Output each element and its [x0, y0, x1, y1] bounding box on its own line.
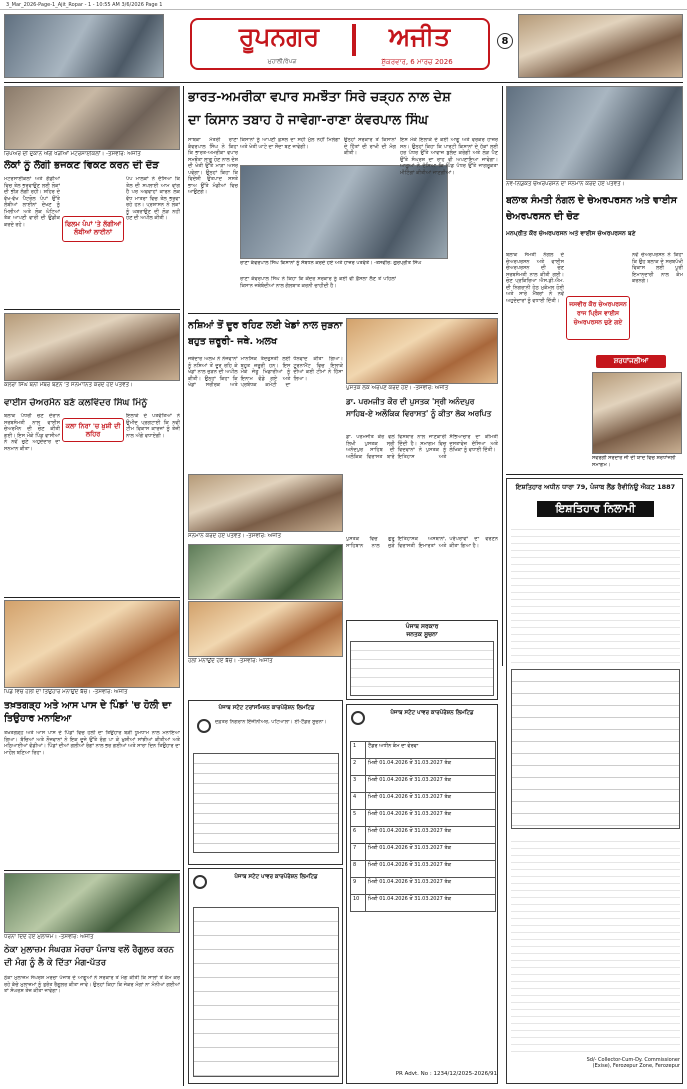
auction-notice: [506, 478, 683, 1084]
pspcl-tender-table: [350, 741, 496, 912]
left-story2-headline: ਵਾਈਸ ਚੇਅਰਮੈਨ ਬਣੇ ਕਲਵਿੰਦਰ ਸਿੰਘ ਮਿੰਨੂੰ: [4, 398, 148, 408]
pspcl-notice-2-table: [193, 907, 339, 1077]
center-story1-body: ਜਥੇਦਾਰ ਅਲਖ ਨੇ ਨੌਜਵਾਨਾਂ ਨੂੰ ਨਸ਼ਿਆਂ ਤੋਂ ਦੂਰ ਰਹਿ ਕੇ ਖੇਡਾਂ ਨਾਲ ਜੁੜਨ ਦੀ ਅਪੀਲ ਕੀਤੀ। ਉਨ੍ਹਾਂ ਕਿਹਾ ਕਿ ਖੇਡਾਂ ਸਰੀਰਕ ਅਤੇ ਮਾਨਸਿਕ ਤੰਦਰੁਸਤੀ ਲਈ ਬਹੁਤ ਜ਼ਰੂਰੀ ਹਨ। ਇਸ ਮੌਕੇ ਜੇਤੂ ਖਿਡਾਰੀਆਂ ਨੂੰ ਇਨਾਮ ਵੰਡੇ ਗਏ ਅਤੇ ਪ੍ਰਬੰਧਕ ਕਮੇਟੀ ਦਾ ਧੰਨਵਾਦ ਕੀਤਾ ਗਿਆ। ਟੂਰਨਾਮੈਂਟ ਵਿਚ ਇਲਾਕੇ ਦੀਆਂ ਕਈ ਟੀਮਾਂ ਨੇ ਹਿੱਸਾ ਲਿਆ।: [188, 356, 343, 388]
pstcl-address: ਦਫ਼ਤਰ ਨਿਗਰਾਨ ਇੰਜੀਨੀਅਰ, ਪਟਿਆਲਾ। ਈ-ਟੈਂਡਰ ਸੂਚਨਾ।: [215, 719, 327, 725]
pspcl-tender: [346, 704, 498, 1084]
center-story3-caption: ਹੋਲੀ ਮਨਾਉਂਦੇ ਹੋਏ ਬੱਚੇ। -ਤਸਵੀਰ: ਅਜੀਤ: [188, 658, 273, 664]
center-story1-headline: ਨਸ਼ਿਆਂ ਤੋਂ ਦੂਰ ਰਹਿਣ ਲਈ ਖੇਡਾਂ ਨਾਲ ਜੁੜਨਾ ਬਹੁਤ ਜ਼ਰੂਰੀ- ਜਥੇ. ਅਲਖ: [188, 320, 343, 347]
masthead-photo-left: [4, 14, 164, 78]
center-story1-photo: [188, 474, 343, 532]
table-row: 10 ਮਿਤੀ 01.04.2026 ਤੋਂ 31.03.2027 ਤੱਕ: [351, 895, 496, 912]
center-story2-body: ਡਾ. ਪਰਮਜੀਤ ਕੌਰ ਵਲੋਂ ਲਿਖੀ ਪੁਸਤਕ ਸ੍ਰੀ ਅਨੰਦਪੁਰ ਸਾਹਿਬ ਦੀ ਅਲੌਕਿਕ ਵਿਰਾਸਤ ਬਾਰੇ ਵਿਸਥਾਰ ਨਾਲ ਜਾਣਕਾਰੀ ਦਿੰਦੀ ਹੈ। ਸਮਾਗਮ ਵਿਚ ਵਿਦਵਾਨਾਂ ਨੇ ਪੁਸਤਕ ਨੂੰ ਇਤਿਹਾਸ ਅਤੇ ਸੱਭਿਆਚਾਰ ਦਾ ਕੀਮਤੀ ਦਸਤਾਵੇਜ਼ ਦੱਸਿਆ ਅਤੇ ਲੇਖਿਕਾ ਨੂੰ ਵਧਾਈ ਦਿੱਤੀ।: [346, 434, 498, 460]
pr-advt-number: PR Advt. No : 1234/12/2025-2026/91: [395, 1071, 497, 1077]
center-story3-photo-1: [188, 544, 343, 600]
left-rule-3: [4, 870, 180, 871]
auction-body-1: [511, 523, 680, 663]
left-story2-pullquote: ਕਲਾ ਨਿਰਾ 'ਚ ਖ਼ੁਸ਼ੀ ਦੀ ਲਹਿਰ: [62, 418, 124, 442]
masthead-title-left: ਰੂਪਨਗਰ: [238, 22, 320, 51]
right-story1-body-2: ਨਵੇਂ ਚੇਅਰਪਰਸਨ ਨੇ ਕਿਹਾ ਕਿ ਉਹ ਬਲਾਕ ਦੇ ਸਰਬਪੱਖੀ ਵਿਕਾਸ ਲਈ ਪੂਰੀ ਇਮਾਨਦਾਰੀ ਨਾਲ ਕੰਮ ਕਰਨਗੇ।: [632, 252, 683, 284]
left-story4-body: ਠੇਕਾ ਮੁਲਾਜ਼ਮ ਸੰਘਰਸ਼ ਮੋਰਚਾ ਪੰਜਾਬ ਦੇ ਆਗੂਆਂ ਨੇ ਸਰਕਾਰ ਤੋਂ ਮੰਗ ਕੀਤੀ ਕਿ ਸਾਲਾਂ ਤੋਂ ਕੰਮ ਕਰ ਰਹੇ ਕੱਚੇ ਮੁਲਾਜ਼ਮਾਂ ਨੂੰ ਤੁਰੰਤ ਰੈਗੂਲਰ ਕੀਤਾ ਜਾਵੇ। ਉਨ੍ਹਾਂ ਕਿਹਾ ਕਿ ਜੇਕਰ ਮੰਗਾਂ ਨਾ ਮੰਨੀਆਂ ਗਈਆਂ ਤਾਂ ਸੰਘਰਸ਼ ਤੇਜ਼ ਕੀਤਾ ਜਾਵੇਗਾ।: [4, 975, 180, 994]
left-story1-headline: ਲੋਕਾਂ ਨੂੰ ਲੱਗੀ ਭਜਕਣ ਵਿਕਣ ਕਰਨ ਦੀ ਦੌੜ: [4, 160, 159, 171]
main-story-rule: [188, 313, 498, 314]
pstcl-notice: [188, 700, 343, 865]
masthead-rule: [4, 82, 683, 83]
left-story1-body: ਮੋਟਰਸਾਈਕਲਾਂ ਅਤੇ ਗੱਡੀਆਂ ਵਿਚ ਤੇਲ ਭਰਵਾਉਣ ਲਈ ਲੋਕਾਂ ਦੀ ਭੀੜ ਲੱਗੀ ਰਹੀ। ਸ਼ਹਿਰ ਦੇ ਵੱਖ-ਵੱਖ ਪੈਟਰੋਲ ਪੰਪਾਂ ਉੱਤੇ ਲੰਬੀਆਂ ਲਾਈਨਾਂ ਦੇਖਣ ਨੂੰ ਮਿਲੀਆਂ ਅਤੇ ਲੋਕ ਘੰਟਿਆਂ ਤੱਕ ਆਪਣੀ ਵਾਰੀ ਦੀ ਉਡੀਕ ਕਰਦੇ ਰਹੇ।: [4, 176, 60, 228]
printer-strip: 3_Mar_2026-Page-1_Ajit_Ropar - 1 - 10:55 AM 3/6/2026 Page 1: [0, 0, 687, 10]
main-story-col4: ਇਸ ਮੌਕੇ ਇਲਾਕੇ ਦੇ ਕਈ ਆਗੂ ਅਤੇ ਵਰਕਰ ਹਾਜ਼ਰ ਸਨ। ਉਨ੍ਹਾਂ ਕਿਹਾ ਕਿ ਪਾਰਟੀ ਕਿਸਾਨਾਂ ਦੇ ਹੱਕਾਂ ਲਈ ਹਰ ਪੱਧਰ ਉੱਤੇ ਆਵਾਜ਼ ਬੁਲੰਦ ਕਰੇਗੀ ਅਤੇ ਲੋੜ ਪੈਣ ਉੱਤੇ ਸੰਘਰਸ਼ ਦਾ ਰਾਹ ਵੀ ਅਪਣਾਇਆ ਜਾਵੇਗਾ। ਆਗੂਆਂ ਨੇ ਦੱਸਿਆ ਕਿ ਪਿੰਡ ਪੱਧਰ ਉੱਤੇ ਜਾਗਰੂਕਤਾ ਮੀਟਿੰਗਾਂ ਕੀਤੀਆਂ ਜਾਣਗੀਆਂ।: [400, 137, 498, 176]
pspcl-logo-icon: [351, 711, 365, 725]
table-row: 2 ਮਿਤੀ 01.04.2026 ਤੋਂ 31.03.2027 ਤੱਕ: [351, 759, 496, 776]
left-story2-body-2: ਇਲਾਕੇ ਦੇ ਪਤਵੰਤਿਆਂ ਨੇ ਉਮੀਦ ਪ੍ਰਗਟਾਈ ਕਿ ਨਵੀਂ ਟੀਮ ਵਿਕਾਸ ਕਾਰਜਾਂ ਨੂੰ ਤੇਜ਼ੀ ਨਾਲ ਅੱਗੇ ਵਧਾਏਗੀ।: [126, 413, 180, 439]
right-story1-caption: ਨਵ-ਨਿਯੁਕਤ ਚੇਅਰਪਰਸਨ ਦਾ ਸਨਮਾਨ ਕਰਦੇ ਹੋਏ ਪਤਵੰਤੇ।: [506, 181, 625, 187]
left-story4-headline: ਠੇਕਾ ਮੁਲਾਜ਼ਮ ਸੰਘਰਸ਼ ਮੋਰਚਾ ਪੰਜਾਬ ਵਲੋਂ ਰੈਗੂਲਰ ਕਰਨ ਦੀ ਮੰਗ ਨੂੰ ਲੈ ਕੇ ਦਿੱਤਾ ਮੰਗ-ਪੱਤਰ: [4, 945, 174, 968]
left-story3-caption: ਪਿੰਡ ਵਿਚ ਹੋਲੀ ਦਾ ਤਿਉਹਾਰ ਮਨਾਉਂਦੇ ਬੱਚੇ। -ਤਸਵੀਰ: ਅਜੀਤ: [4, 689, 128, 695]
main-headline-2: ਦਾ ਕਿਸਾਨ ਤਬਾਹ ਹੋ ਜਾਵੇਗਾ-ਰਾਣਾ ਕੰਵਰਪਾਲ ਸਿੰਘ: [188, 113, 429, 128]
main-story-col2: ਕਿਸਾਨਾਂ ਨੂੰ ਆਪਣੀ ਫ਼ਸਲ ਦਾ ਸਹੀ ਮੁੱਲ ਨਹੀਂ ਮਿਲੇਗਾ ਅਤੇ ਖੇਤੀ ਘਾਟੇ ਦਾ ਸੌਦਾ ਬਣ ਜਾਵੇਗੀ।: [240, 137, 340, 150]
masthead: [190, 18, 490, 70]
masthead-date: ਸ਼ੁੱਕਰਵਾਰ, 6 ਮਾਰਚ 2026: [381, 58, 453, 66]
left-story4-photo: [4, 873, 180, 933]
left-story3-photo: [4, 600, 180, 688]
right-story1-subhead: ਮਨਪ੍ਰੀਤ ਕੌਰ ਚੇਅਰਪਰਸਨ ਅਤੇ ਵਾਈਸ ਚੇਅਰਪਰਸਨ ਬਣੇ: [506, 230, 636, 237]
left-rule-2: [4, 597, 180, 598]
public-notice-org: ਪੰਜਾਬ ਸਰਕਾਰ: [405, 623, 439, 630]
masthead-tagline: ਮੁਹਾਲੀ/ਰੋਪੜ: [267, 58, 297, 65]
column-rule-right: [502, 86, 503, 666]
right-story1-pullquote: [566, 296, 630, 340]
center-story2-headline: ਡਾ. ਪਰਮਜੀਤ ਕੌਰ ਦੀ ਪੁਸਤਕ 'ਸ੍ਰੀ ਅਨੰਦਪੁਰ ਸਾਹਿਬ-ਏ ਅਲੌਕਿਕ ਵਿਰਾਸਤ' ਨੂੰ ਕੀਤਾ ਲੋਕ ਅਰਪਿਤ: [346, 397, 492, 418]
center-story2-body-2: ਪੁਸਤਕ ਵਿਚ ਗੁਰੂ ਸਾਹਿਬਾਨ ਨਾਲ ਜੁੜੇ ਇਤਿਹਾਸਕ ਅਸਥਾਨਾਂ, ਵਿਰਾਸਤੀ ਇਮਾਰਤਾਂ ਅਤੇ ਪਰੰਪਰਾਵਾਂ ਦਾ ਵਰਣਨ ਕੀਤਾ ਗਿਆ ਹੈ।: [346, 536, 498, 549]
left-story2-body: ਬਲਾਕ ਪੱਧਰੀ ਚੋਣ ਦੌਰਾਨ ਸਰਬਸੰਮਤੀ ਨਾਲ ਵਾਈਸ ਚੇਅਰਮੈਨ ਦੀ ਚੋਣ ਕੀਤੀ ਗਈ। ਇਸ ਮੌਕੇ ਪਿੰਡ ਵਾਸੀਆਂ ਨੇ ਨਵੇਂ ਚੁਣੇ ਅਹੁਦੇਦਾਰ ਦਾ ਸਨਮਾਨ ਕੀਤਾ।: [4, 413, 60, 452]
pstcl-name: ਪੰਜਾਬ ਸਟੇਟ ਟਰਾਂਸਮਿਸ਼ਨ ਕਾਰਪੋਰੇਸ਼ਨ ਲਿਮਟਿਡ: [218, 705, 315, 711]
right-story1-pullquote-line-1: ਜਸਵੀਰ ਕੌਰ ਚੇਅਰਪਰਸਨ: [569, 301, 627, 308]
masthead-title-right: ਅਜੀਤ: [388, 22, 451, 51]
right-story1-photo: [506, 86, 683, 180]
masthead-divider: [352, 24, 356, 56]
right-story1-headline: ਬਲਾਕ ਸੰਮਤੀ ਨੰਗਲ ਦੇ ਚੇਅਰਪਰਸਨ ਅਤੇ ਵਾਈਸ ਚੇਅਰਪਰਸਨ ਦੀ ਚੋਣ: [506, 195, 677, 222]
table-row: 6 ਮਿਤੀ 01.04.2026 ਤੋਂ 31.03.2027 ਤੱਕ: [351, 827, 496, 844]
masthead-photo-right: [518, 14, 683, 78]
auction-body-2: [511, 835, 680, 1055]
left-story2-caption: ਕਲੋਰਾ ਸਿੰਘ ਬਨੀ ਮੈਂਬਰ ਬਣਨ 'ਤੇ ਸਨਮਾਨਿਤ ਕਰਦੇ ਹੋਏ ਪਤਵੰਤੇ।: [4, 382, 133, 388]
right-story1-pullquote-line-2: ਰਾਜ ਪ੍ਰਿੰਸ ਵਾਈਸ ਚੇਅਰਪਰਸਨ ਚੁਣੇ ਗਏ: [573, 310, 623, 326]
center-story2-photo: [346, 318, 498, 384]
table-row: 7 ਮਿਤੀ 01.04.2026 ਤੋਂ 31.03.2027 ਤੱਕ: [351, 844, 496, 861]
table-row: 4 ਮਿਤੀ 01.04.2026 ਤੋਂ 31.03.2027 ਤੱਕ: [351, 793, 496, 810]
public-notice-table: [350, 641, 494, 696]
main-story-caption: ਰਾਣਾ ਕੰਵਰਪਾਲ ਸਿੰਘ ਕਿਸਾਨਾਂ ਨੂੰ ਸੰਬੋਧਨ ਕਰਦੇ ਹੋਏ ਅਤੇ ਹਾਜ਼ਰ ਪਤਵੰਤੇ। -ਤਸਵੀਰ: ਗੁਰਪ੍ਰੀਤ ਸਿੰਘ: [240, 260, 422, 266]
shradhanjali-caption: ਸਵਰਗੀ ਸਰਦਾਰ ਜੀ ਦੀ ਯਾਦ ਵਿਚ ਸ਼ਰਧਾਂਜਲੀ ਸਮਾਗਮ।: [592, 455, 676, 468]
table-row: 8 ਮਿਤੀ 01.04.2026 ਤੋਂ 31.03.2027 ਤੱਕ: [351, 861, 496, 878]
main-story-col1: ਸਾਬਕਾ ਮੰਤਰੀ ਰਾਣਾ ਕੰਵਰਪਾਲ ਸਿੰਘ ਨੇ ਕਿਹਾ ਕਿ ਭਾਰਤ-ਅਮਰੀਕਾ ਵਪਾਰ ਸਮਝੌਤਾ ਲਾਗੂ ਹੋਣ ਨਾਲ ਦੇਸ਼ ਦੀ ਖੇਤੀ ਉੱਤੇ ਮਾੜਾ ਅਸਰ ਪਵੇਗਾ। ਉਨ੍ਹਾਂ ਕਿਹਾ ਕਿ ਵਿਦੇਸ਼ੀ ਉਤਪਾਦ ਸਸਤੇ ਭਾਅ ਉੱਤੇ ਮੰਡੀਆਂ ਵਿਚ ਆਉਣਗੇ।: [188, 137, 238, 195]
right-story1-body: ਬਲਾਕ ਸੰਮਤੀ ਨੰਗਲ ਦੇ ਚੇਅਰਪਰਸਨ ਅਤੇ ਵਾਈਸ ਚੇਅਰਪਰਸਨ ਦੀ ਚੋਣ ਸਰਬਸੰਮਤੀ ਨਾਲ ਕੀਤੀ ਗਈ। ਚੋਣ ਪ੍ਰਕਿਰਿਆ ਐਸ.ਡੀ.ਐਮ. ਦੀ ਨਿਗਰਾਨੀ ਹੇਠ ਮੁਕੰਮਲ ਹੋਈ ਅਤੇ ਸਾਰੇ ਮੈਂਬਰਾਂ ਨੇ ਨਵੇਂ ਅਹੁਦੇਦਾਰਾਂ ਨੂੰ ਵਧਾਈ ਦਿੱਤੀ।: [506, 252, 564, 304]
left-story2-photo: [4, 313, 180, 381]
page-number: 8: [497, 33, 513, 49]
pspcl-notice-2: [188, 868, 343, 1084]
left-story1-pullquote: ਫਿਲਮ ਪੰਪਾਂ 'ਤੇ ਲੱਗੀਆਂ ਲੰਬੀਆਂ ਲਾਈਨਾਂ: [62, 216, 124, 242]
left-story1-caption: ਰਿਪੇਅਰ ਦੀ ਦੁਕਾਨ ਅੱਗੇ ਖੜੀਆਂ ਮੋਟਰਸਾਈਕਲਾਂ। -ਤਸਵੀਰ: ਅਜੀਤ: [4, 151, 141, 157]
pspcl-notice-2-name: ਪੰਜਾਬ ਸਟੇਟ ਪਾਵਰ ਕਾਰਪੋਰੇਸ਼ਨ ਲਿਮਟਿਡ: [234, 874, 318, 880]
auction-header: ਇਸ਼ਤਿਹਾਰ ਅਧੀਨ ਧਾਰਾ 79, ਪੰਜਾਬ ਲੈਂਡ ਰੈਵੀਨਿਊ ਐਕਟ 1887: [515, 483, 676, 491]
shradhanjali-photo: [592, 372, 682, 454]
main-story-col5: ਰਾਣਾ ਕੰਵਰਪਾਲ ਸਿੰਘ ਨੇ ਕਿਹਾ ਕਿ ਕੇਂਦਰ ਸਰਕਾਰ ਨੂੰ ਕੋਈ ਵੀ ਫ਼ੈਸਲਾ ਲੈਣ ਤੋਂ ਪਹਿਲਾਂ ਕਿਸਾਨ ਜਥੇਬੰਦੀਆਂ ਨਾਲ ਗੱਲਬਾਤ ਕਰਨੀ ਚਾਹੀਦੀ ਹੈ।: [240, 276, 396, 289]
main-headline-1: ਭਾਰਤ-ਅਮਰੀਕਾ ਵਪਾਰ ਸਮਝੌਤਾ ਸਿਰੇ ਚੜ੍ਹਨ ਨਾਲ ਦੇਸ਼: [188, 90, 451, 105]
public-notice-title: ਜਨਤਕ ਸੂਚਨਾ: [406, 631, 438, 638]
left-story3-body: ਤਖ਼ਤਗੜ੍ਹ ਅਤੇ ਆਸ ਪਾਸ ਦੇ ਪਿੰਡਾਂ ਵਿਚ ਹੋਲੀ ਦਾ ਤਿਉਹਾਰ ਬੜੀ ਧੂਮਧਾਮ ਨਾਲ ਮਨਾਇਆ ਗਿਆ। ਬੱਚਿਆਂ ਅਤੇ ਨੌਜਵਾਨਾਂ ਨੇ ਇਕ ਦੂਜੇ ਉੱਤੇ ਰੰਗ ਪਾ ਕੇ ਖ਼ੁਸ਼ੀਆਂ ਸਾਂਝੀਆਂ ਕੀਤੀਆਂ ਅਤੇ ਮਠਿਆਈਆਂ ਵੰਡੀਆਂ। ਪਿੰਡਾਂ ਦੀਆਂ ਗਲੀਆਂ ਰੰਗਾਂ ਨਾਲ ਭਰ ਗਈਆਂ ਅਤੇ ਸਾਰਾ ਦਿਨ ਤਿਉਹਾਰ ਦਾ ਮਾਹੌਲ ਬਣਿਆ ਰਿਹਾ।: [4, 730, 180, 756]
right-rule-1: [506, 474, 683, 475]
left-story1-photo: [4, 86, 180, 150]
table-row: 3 ਮਿਤੀ 01.04.2026 ਤੋਂ 31.03.2027 ਤੱਕ: [351, 776, 496, 793]
center-story3-photo-2: [188, 601, 343, 657]
shradhanjali-label: ਸ਼ਰਧਾਂਜਲੀਆਂ: [596, 355, 666, 368]
left-story1-body-2: ਪੰਪ ਮਾਲਕਾਂ ਨੇ ਦੱਸਿਆ ਕਿ ਤੇਲ ਦੀ ਸਪਲਾਈ ਆਮ ਵਾਂਗ ਹੈ ਪਰ ਅਫਵਾਹਾਂ ਕਾਰਨ ਲੋਕ ਵੱਧ ਮਾਤਰਾ ਵਿਚ ਤੇਲ ਭਰਵਾ ਰਹੇ ਹਨ। ਪ੍ਰਸ਼ਾਸਨ ਨੇ ਲੋਕਾਂ ਨੂੰ ਘਬਰਾਉਣ ਦੀ ਲੋੜ ਨਹੀਂ ਹੋਣ ਦੀ ਅਪੀਲ ਕੀਤੀ।: [126, 176, 180, 221]
center-story1-caption: ਸਨਮਾਨ ਕਰਦੇ ਹੋਏ ਪਤਵੰਤੇ। -ਤਸਵੀਰ: ਅਜੀਤ: [188, 533, 282, 539]
table-row: 5 ਮਿਤੀ 01.04.2026 ਤੋਂ 31.03.2027 ਤੱਕ: [351, 810, 496, 827]
left-story4-caption: ਧਰਨਾ ਦਿੰਦੇ ਹੋਏ ਮੁਲਾਜ਼ਮ। -ਤਸਵੀਰ: ਅਜੀਤ: [4, 934, 94, 940]
pstcl-table: [193, 753, 339, 853]
column-rule-left: [183, 86, 184, 1086]
main-story-col3: ਉਨ੍ਹਾਂ ਸਰਕਾਰ ਤੋਂ ਕਿਸਾਨਾਂ ਦੇ ਹਿੱਤਾਂ ਦੀ ਰਾਖੀ ਦੀ ਮੰਗ ਕੀਤੀ।: [344, 137, 396, 156]
auction-table-1: [511, 669, 680, 829]
auction-title: ਇਸ਼ਤਿਹਾਰ ਨਿਲਾਮੀ: [537, 501, 654, 517]
center-story2-caption: ਪੁਸਤਕ ਲੋਕ ਅਰਪਣ ਕਰਦੇ ਹੋਏ। -ਤਸਵੀਰ: ਅਜੀਤ: [346, 385, 449, 391]
table-row: 9 ਮਿਤੀ 01.04.2026 ਤੋਂ 31.03.2027 ਤੱਕ: [351, 878, 496, 895]
left-rule-1: [4, 309, 180, 310]
pstcl-logo-icon: [197, 719, 211, 733]
table-row: 1 ਟੈਂਡਰ ਅਧੀਨ ਕੰਮ ਦਾ ਵੇਰਵਾ: [351, 742, 496, 759]
auction-signoff: Sd/- Collector-Cum-Dy. Commissioner (Exise), Ferozepur Zone, Ferozepur: [586, 1057, 680, 1069]
public-notice-box: [346, 620, 498, 700]
pspcl-name: ਪੰਜਾਬ ਸਟੇਟ ਪਾਵਰ ਕਾਰਪੋਰੇਸ਼ਨ ਲਿਮਟਿਡ: [390, 710, 474, 716]
left-story3-headline: ਤਖ਼ਤਗੜ੍ਹ ਅਤੇ ਆਸ ਪਾਸ ਦੇ ਪਿੰਡਾਂ 'ਚ ਹੋਲੀ ਦਾ ਤਿਉਹਾਰ ਮਨਾਇਆ: [4, 700, 172, 724]
pspcl-notice-2-logo-icon: [193, 875, 207, 889]
